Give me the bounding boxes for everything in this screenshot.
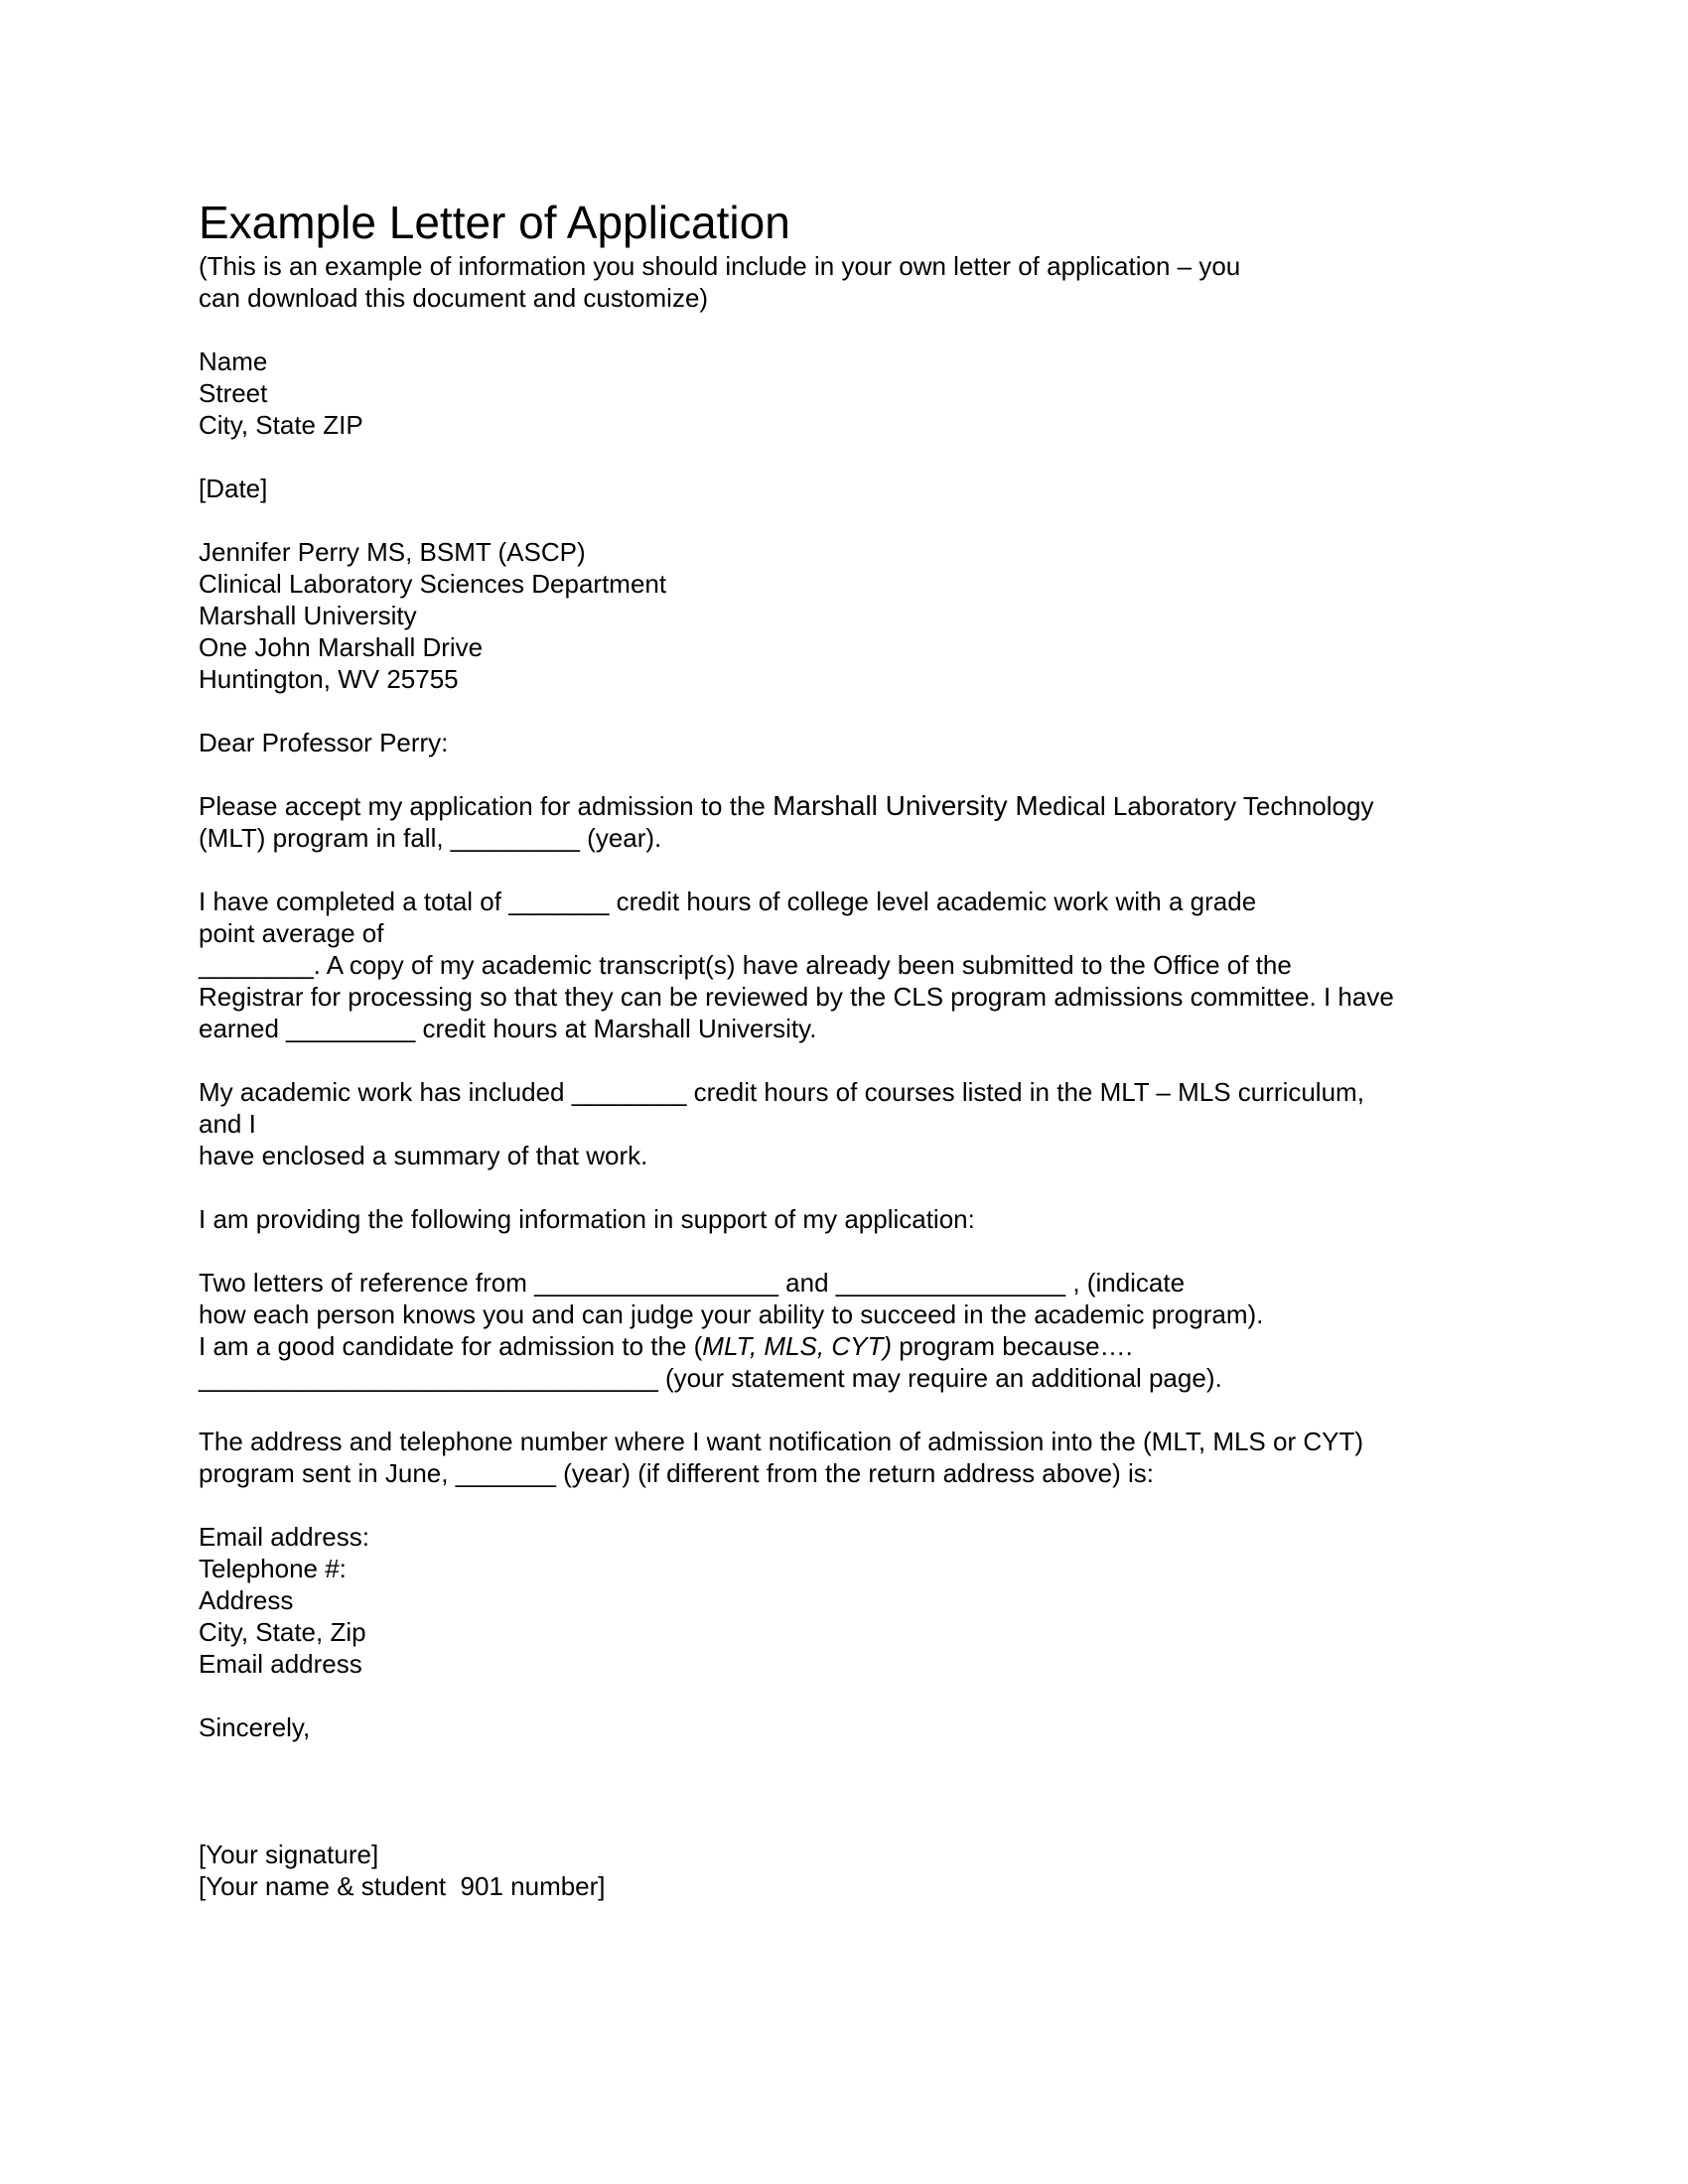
paragraph-text: Marshall University M [773,790,1039,821]
paragraph-support [199,1203,1489,1235]
paragraph-line: have enclosed a summary of that work. [199,1141,648,1170]
recipient-line: Marshall University [199,601,417,630]
recipient-line: Clinical Laboratory Sciences Department [199,569,667,599]
paragraph-line: Registrar for processing so that they can be reviewed by the CLS program admissions committee. I have [199,982,1394,1012]
subtitle [199,250,1489,314]
document-title: Example Letter of Application [199,197,790,248]
paragraph-line: I am providing the following information in support of my application: [199,1204,975,1234]
paragraph-line: ________________________________ (your statement may require an additional page). [199,1363,1222,1393]
contact-line: Email address: [199,1522,369,1552]
contact-line: Telephone #: [199,1554,347,1583]
paragraph-text: edical Laboratory Technology [1038,791,1374,821]
sender-street: Street [199,378,268,408]
sender-address [199,345,1489,441]
paragraph-line: My academic work has included ________ credit hours of courses listed in the MLT – MLS curriculum, [199,1077,1364,1107]
subtitle-line: can download this document and customize) [199,283,709,313]
letter-body [199,195,1489,1902]
paragraph-line: The address and telephone number where I want notification of admission into the (MLT, MLS or CYT) [199,1427,1363,1456]
sender-name: Name [199,346,268,376]
salutation: Dear Professor Perry: [199,728,449,757]
contact-line: Address [199,1585,294,1615]
paragraph-line: Two letters of reference from _________________ and ________________ , (indicate [199,1268,1186,1297]
contact-line: Email address [199,1649,362,1679]
paragraph-line [199,1330,1489,1362]
date-block [199,473,1489,504]
closing-block [199,1711,1489,1743]
subtitle-line: (This is an example of information you should include in your own letter of application – you [199,251,1241,281]
signature-block [199,1839,1489,1902]
paragraph-line: and I [199,1109,256,1139]
contact-block [199,1521,1489,1680]
signature-line: [Your signature] [199,1840,379,1869]
paragraph-text: Please accept my application for admission to the [199,791,774,821]
paragraph-line: ________. A copy of my academic transcript(s) have already been submitted to the Office of the [199,950,1292,980]
paragraph-line: program sent in June, _______ (year) (if different from the return address above) is: [199,1458,1155,1488]
paragraph-line: (MLT) program in fall, _________ (year). [199,823,662,853]
recipient-line: One John Marshall Drive [199,632,484,662]
paragraph-credits [199,886,1489,1044]
paragraph-references [199,1267,1489,1394]
sender-city: City, State ZIP [199,410,363,440]
signature-line: [Your name & student 901 number] [199,1871,606,1901]
paragraph-line [199,790,1489,822]
paragraph-line: how each person knows you and can judge your ability to succeed in the academic program). [199,1299,1264,1329]
paragraph-line: point average of [199,918,384,948]
contact-line: City, State, Zip [199,1617,366,1647]
paragraph-text: MLT, MLS, CYT) [702,1331,892,1361]
paragraph-text: I am a good candidate for admission to the ( [199,1331,703,1361]
closing: Sincerely, [199,1712,311,1742]
recipient-line: Jennifer Perry MS, BSMT (ASCP) [199,537,586,567]
paragraph-line: earned _________ credit hours at Marshall University. [199,1014,817,1043]
paragraph-coursework [199,1076,1489,1171]
paragraph-application [199,790,1489,854]
recipient-address [199,536,1489,695]
recipient-line: Huntington, WV 25755 [199,664,459,694]
paragraph-line: I have completed a total of _______ credit hours of college level academic work with a grade [199,887,1257,916]
salutation-block [199,727,1489,758]
paragraph-text: program because…. [892,1331,1133,1361]
date: [Date] [199,474,268,503]
paragraph-notification [199,1426,1489,1489]
